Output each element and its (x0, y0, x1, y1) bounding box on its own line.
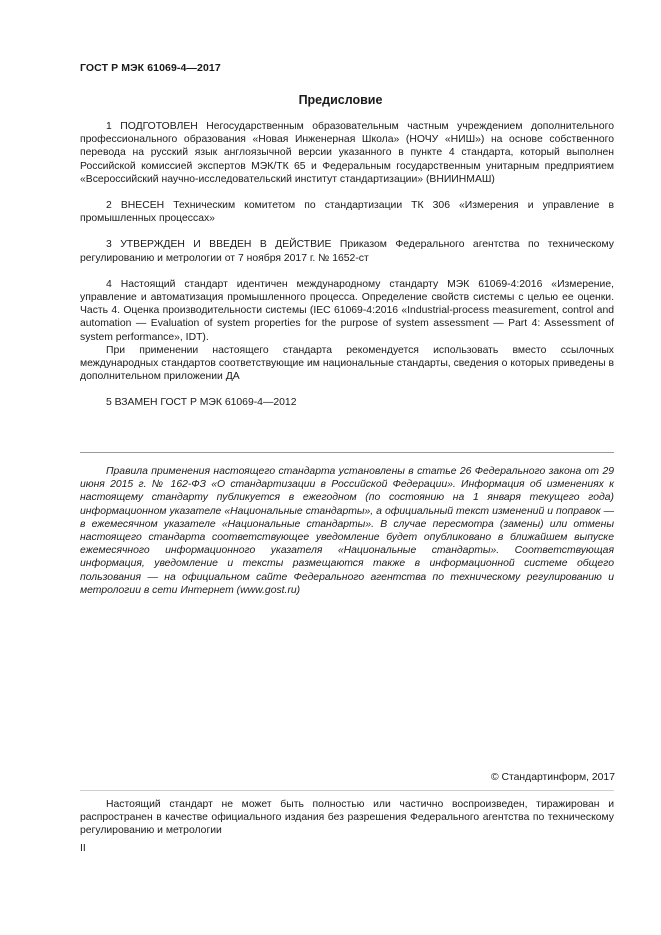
paragraph-replaces: 5 ВЗАМЕН ГОСТ Р МЭК 61069-4—2012 (106, 397, 297, 409)
paragraph-introduced: 2 ВНЕСЕН Техническим комитетом по стандартизации ТК 306 «Измерения и управление в промышленных процессах» (80, 200, 614, 225)
paragraph-prepared: 1 ПОДГОТОВЛЕН Негосударственным образовательным частным учреждением дополнительного профессионального образования «Новая Инженерная Школа» (НОЧУ «НИШ») на основе собственного перевода на русский язык англоязычной версии указанного в пункте 4 стандарта, который выполнен Российской комиссией экспертов МЭК/ТК 65 и Федеральным государственным унитарным предприятием «Всероссийский научно-исследовательский институт стандартизации» (ВНИИНМАШ) (80, 121, 614, 185)
notice-text: Правила применения настоящего стандарта установлены в статье 26 Федерального закона от 29 июня 2015 г. № 162-ФЗ «О стандартизации в Российской Федерации». Информация об изменениях к настоящему стандарту публикуется в ежегодном (по состоянию на 1 января текущего года) информационном указателе «Национальные стандарты», а официальный текст изменений и поправок — в ежемесячном указателе «Национальные стандарты». В случае пересмотра (замены) или отмены настоящего стандарта соответствующее уведомление будет опубликовано в ближайшем выпуске ежемесячного информационного указателя «Национальные стандарты». Соответствующая информация, уведомление и тексты размещаются также в информационной системе общего пользования — на официальном сайте Федерального агентства по техническому регулированию и метрологии в сети Интернет (www.gost.ru) (80, 466, 614, 596)
foreword-body (80, 120, 614, 410)
notice-block (80, 452, 614, 597)
page-title: Предисловие (298, 93, 383, 107)
copyright-line: © Стандартинформ, 2017 (490, 772, 615, 783)
page-number: II (80, 843, 86, 854)
legal-notice (80, 798, 614, 838)
paragraph-application: При применении настоящего стандарта рекомендуется использовать вместо ссылочных международных стандартов соответствующие им национальные стандарты, сведения о которых приведены в дополнительном приложении ДА (80, 344, 614, 383)
divider (80, 790, 614, 791)
standard-header: ГОСТ Р МЭК 61069-4—2017 (80, 62, 221, 74)
paragraph-approved: 3 УТВЕРЖДЕН И ВВЕДЕН В ДЕЙСТВИЕ Приказом Федерального агентства по техническому регулированию и метрологии от 7 ноября 2017 г. № 1652-ст (80, 239, 614, 264)
paragraph-identical: 4 Настоящий стандарт идентичен международному стандарту МЭК 61069-4:2016 «Измерение, управление и автоматизация промышленного процесса. Определение свойств системы с целью ее оценки. Часть 4. Оценка производительности системы (IEC 61069-4:2016 «Industrial-process measurement, control and automation — Evaluation of system properties for the purpose of system assessment — Part 4: Assessment of system performance», IDT). (80, 278, 614, 343)
legal-text: Настоящий стандарт не может быть полностью или частично воспроизведен, тиражирован и распространен в качестве официального издания без разрешения Федерального агентства по техническому регулированию и метрологии (80, 799, 614, 837)
